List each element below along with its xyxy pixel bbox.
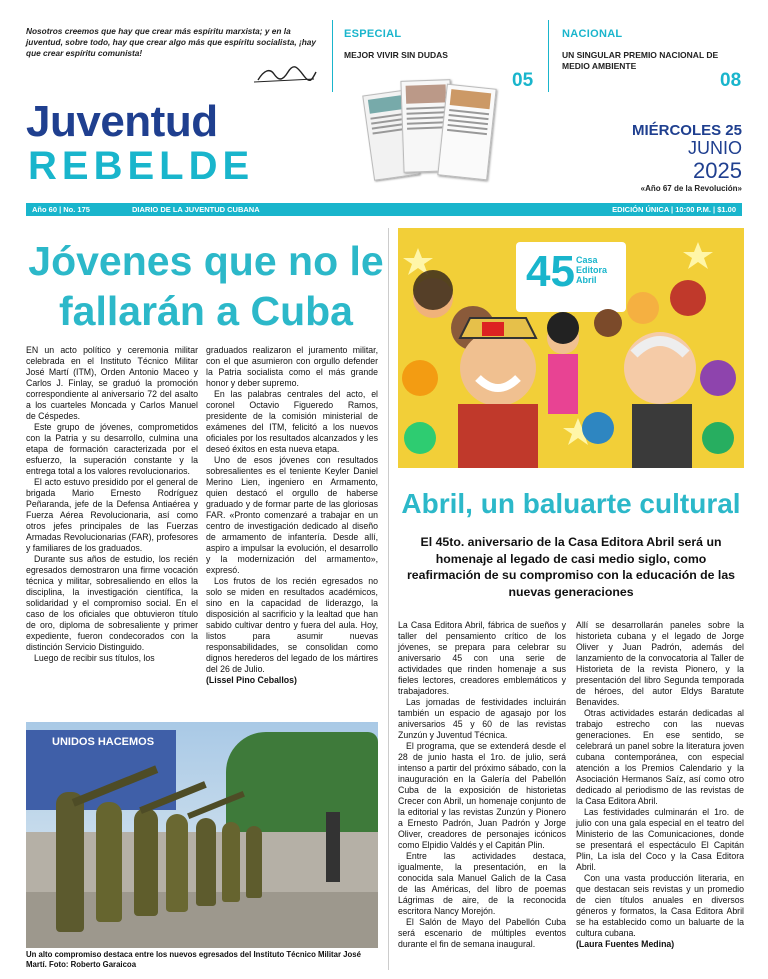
revolution-year: «Año 67 de la Revolución» (640, 184, 742, 193)
masthead-divider-2 (548, 20, 549, 92)
article2-column-1 (398, 620, 566, 950)
article1-paragraph: Luego de recibir sus títulos, los (34, 653, 155, 664)
date-month: JUNIO (688, 138, 742, 158)
article2-column-2 (576, 620, 744, 950)
anniversary-number: 45 (526, 247, 575, 296)
article2-paragraph: El Salón de Mayo del Pabellón Cuba será escenario de múltiples eventos durante el fin de semana inaugural. (398, 917, 566, 950)
article1-paragraph: EN un acto político y ceremonia militar celebrada en el Instituto Técnico Militar José Martí (ITM), Orden Antonio Maceo y Carlos J. Finlay, se graduó la promoción correspondiente al aniversario 72 del asalto a los cuarteles Moncada y Carlos Manuel de Céspedes. (26, 345, 198, 422)
promo-nacional-title: UN SINGULAR PREMIO NACIONAL DE MEDIO AMBIENTE (562, 50, 719, 71)
article2-paragraph: La Casa Editora Abril, fábrica de sueños y taller del pensamiento crítico de los jóvenes, se prepara para celebrar su aniversario 45 con una serie de actividades que rinden homenaje a sus fieles lectores, creadores emblemáticos y trabajadores. (398, 620, 566, 697)
logo-rebelde: REBELDE (28, 144, 255, 188)
article1-paragraph: Este grupo de jóvenes, comprometidos con la Patria y su desarrollo, culmina una etapa de formación caracterizada por el esfuerzo, la superación constante y la entrega total a los valores revolucionarios. (26, 422, 198, 477)
promo-nacional[interactable] (562, 28, 732, 71)
date-year: 2025 (693, 158, 742, 183)
promo-especial-label: ESPECIAL (344, 28, 402, 40)
date-weekday: MIÉRCOLES 25 (631, 122, 742, 139)
anniversary-label: Casa Editora Abril (576, 255, 608, 285)
issue-number: Año 60 | No. 175 (32, 205, 90, 214)
promo-nacional-label: NACIONAL (562, 28, 623, 40)
promo-especial-title: MEJOR VIVIR SIN DUDAS (344, 50, 448, 60)
article1-column-2 (206, 345, 378, 686)
edition-info: EDICIÓN ÚNICA | 10:00 P.M. | $1.00 (612, 205, 736, 214)
article1-paragraph: Uno de esos jóvenes con resultados sobresalientes es el teniente Keyler Daniel Merino Lien, ingeniero en Armamento, quien destacó el orgullo de haberse graduado y de formar parte de las gloriosas FAR. «Pronto comenzaré a trabajar en un centro de investigación dedicado al diseño de armamento de infantería. Desde allí, aspiro a impulsar la evolución, el desarrollo y la modernización del armamento», expresó. (206, 455, 378, 576)
article1-column-1 (26, 345, 198, 664)
article1-photo (26, 722, 378, 948)
article2-paragraph: Allí se desarrollarán paneles sobre la historieta cubana y el legado de Jorge Oliver y Juan Padrón, además del lanzamiento de la convocatoria al Taller de Historieta de la revista Pionero, y la presentación del libro Segunda temporada de héroes, del autor Eldys Baratute Benavides. (576, 620, 744, 708)
article2-byline: (Laura Fuentes Medina) (576, 939, 675, 950)
article2-paragraph: Con una vasta producción literaria, en que destacan seis revistas y un promedio de cien títulos anuales en diversos géneros y formatos, la Casa Editora Abril se ha establecido como un baluarte de la cultura cubana. (576, 873, 744, 939)
logo-juventud: Juventud (26, 97, 218, 146)
article2-paragraph: Las jornadas de festividades incluirán también un espacio de agasajo por los aniversarios 45 y 60 de las revistas Zunzún y Juventud Técnica. (398, 697, 566, 741)
masthead-divider-1 (332, 20, 333, 92)
masthead-band (26, 203, 742, 216)
article2-paragraph: El programa, que se extenderá desde el 28 de junio hasta el 1ro. de julio, será intenso a partir del próximo sábado, con la inauguración en la Galería del Pabellón Cuba de la exposición de historietas Crecer con Abril, un homenaje conjunto de la editorial y las revistas Zunzún y Pionero a Ernesto Padrón, Juan Padrón y Jorge Oliver, creadores de personajes icónicos como Elpidio Valdés y el Capitán Plin. (398, 741, 566, 851)
promo-especial-page: 05 (512, 70, 534, 91)
article1-paragraph: graduados realizaron el juramento militar, con el que asumieron con orgullo defender la Patria socialista como el más grande honor y deber supremo. (206, 345, 378, 389)
article1-headline[interactable]: Jóvenes que no le fallarán a Cuba (28, 238, 384, 335)
article1-paragraph: Los frutos de los recién egresados no solo se miden en resultados académicos, sino en la capacidad de liderazgo, la disposición al sacrificio y la lealtad que han sabido cultivar dentro y fuera del aula. Hoy, listos para asumir nuevas responsabilidades, se consolidan como dignos herederos del legado de los mártires del 26 de Julio. (206, 576, 378, 675)
article2-paragraph: Entre las actividades destaca, igualmente, la presentación, en la conocida sala Manuel Galich de la Casa de las Américas, del libro de poemas Lágrimas de aire, de la reconocida escritora Nancy Morejón. (398, 851, 566, 917)
photo-banner-text: UNIDOS HACEMOS (52, 736, 155, 748)
tagline: DIARIO DE LA JUVENTUD CUBANA (132, 205, 260, 214)
article1-photo-caption: Un alto compromiso destaca entre los nuevos egresados del Instituto Técnico Militar José Martí. Foto: Roberto Garaicoa (26, 950, 361, 969)
article2-paragraph: Otras actividades estarán dedicadas al trabajo estrecho con las nuevas generaciones. En ese sentido, se celebrará un panel sobre la literatura joven cubana contemporánea, con especial atención a los Premios Calendario y la Asociación Hermanos Saíz, así como otro dedicado al periodismo de las revistas de la Casa Editora Abril. (576, 708, 744, 807)
article2-lead: El 45to. aniversario de la Casa Editora Abril será un homenaje al legado de casi medio siglo, como reafirmación de su compromiso con la educación de las nuevas generaciones (406, 535, 736, 600)
article2-headline[interactable]: Abril, un baluarte cultural (401, 488, 741, 519)
article2-illustration (398, 228, 744, 468)
article1-paragraph: El acto estuvo presidido por el general de brigada Mario Ernesto Rodríguez Peñaranda, jefe de la Defensa Antiaérea y Fuerza Aérea Revolucionaria, así como otros jefes principales de las Fuerzas Armadas Revolucionarias (FAR), profesores y familiares de los graduados. (26, 477, 198, 554)
article1-paragraph: Durante sus años de estudio, los recién egresados demostraron una firme vocación técnica y militar, sobresaliendo en ellos la disciplina, la investigación científica, la solidaridad y el compromiso social. En el caso de los oficiales que obtuvieron título de oro, diploma de sobresaliente y primer expediente, fueron condecorados con la distinción Servicio Distinguido. (26, 554, 198, 653)
article1-paragraph: En las palabras centrales del acto, el coronel Octavio Figueredo Ramos, presidente de la comisión ministerial de exámenes del ITM, felicitó a los nuevos oficiales por los resultados alcanzados y les deseó éxitos en esta nueva etapa. (206, 389, 378, 455)
article2-paragraph: Las festividades culminarán el 1ro. de julio con una gala especial en el teatro del Ministerio de las Comunicaciones, donde se presentará el espectáculo El Capitán Plin, La isla del Coco y la Casa Editora Abril. (576, 807, 744, 873)
promo-newspaper-thumbnail (368, 74, 508, 198)
promo-especial[interactable] (344, 28, 540, 61)
masthead-quote: Nosotros creemos que hay que crear más espíritu marxista; y en la juventud, sobre todo, hay que crear algo más que espíritu socialista, ¡hay que crear espíritu comunista! (26, 26, 317, 58)
promo-nacional-page: 08 (720, 70, 742, 91)
signature-icon (250, 64, 320, 86)
article1-byline: (Lissel Pino Ceballos) (206, 675, 297, 686)
column-divider (388, 228, 389, 970)
